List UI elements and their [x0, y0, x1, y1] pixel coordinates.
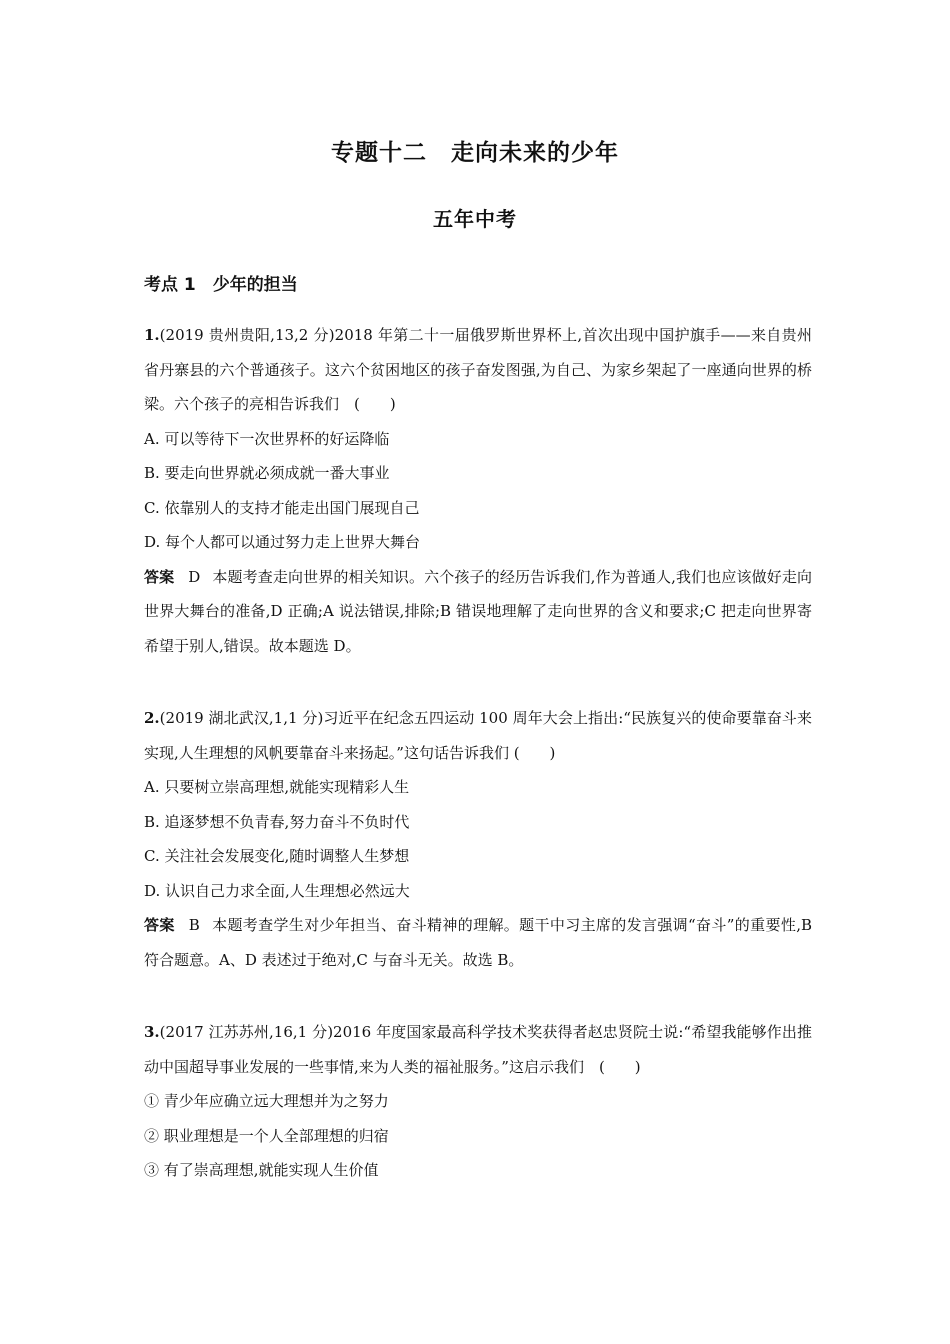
- option-d: D. 每个人都可以通过努力走上世界大舞台: [144, 533, 421, 551]
- question-text: (2019 湖北武汉,1,1 分)习近平在纪念五四运动 100 周年大会上指出:“民族复兴的使命要靠奋斗来实现,人生理想的风帆要靠奋斗来扬起。”这句话告诉我们 ( ): [144, 709, 812, 762]
- option-a: A. 只要树立崇高理想,就能实现精彩人生: [144, 778, 410, 796]
- page-title: 专题十二 走向未来的少年: [331, 140, 619, 166]
- question-list: [144, 318, 812, 1188]
- page-subtitle: 五年中考: [433, 207, 517, 231]
- option-c: C. 依靠别人的支持才能走出国门展现自己: [144, 498, 420, 517]
- question-text: (2017 江苏苏州,16,1 分)2016 年度国家最高科学技术奖获得者赵忠贤院士说:“希望我能够作出推动中国超导事业发展的一些事情,来为人类的福祉服务。”这启示我们 ( ): [144, 1023, 812, 1076]
- answer-letter: B: [188, 916, 200, 934]
- option-d: D. 认识自己力求全面,人生理想必然远大: [144, 881, 410, 900]
- question-3: [144, 1015, 812, 1188]
- statement-2: ② 职业理想是一个人全部理想的归宿: [144, 1126, 389, 1145]
- answer-block: [144, 560, 812, 664]
- question-number: 3.: [144, 1023, 160, 1041]
- statement-1: ① 青少年应确立远大理想并为之努力: [144, 1092, 389, 1110]
- question-1: [144, 318, 812, 663]
- answer-explanation: 本题考查学生对少年担当、奋斗精神的理解。题干中习主席的发言强调“奋斗”的重要性,B 符合题意。A、D 表述过于绝对,C 与奋斗无关。故选 B。: [144, 916, 812, 969]
- answer-explanation: 本题考查走向世界的相关知识。六个孩子的经历告诉我们,作为普通人,我们也应该做好走向世界大舞台的准备,D 正确;A 说法错误,排除;B 错误地理解了走向世界的含义和要求;C 把走向世界寄希望于别人,错误。故本题选 D。: [144, 567, 812, 655]
- section-heading: 考点 1 少年的担当: [144, 275, 298, 295]
- question-number: 1.: [144, 326, 160, 344]
- question-2: [144, 701, 812, 977]
- option-b: B. 要走向世界就必须成就一番大事业: [144, 464, 390, 482]
- answer-label: 答案: [144, 567, 175, 586]
- question-stem: [144, 1015, 812, 1084]
- question-number: 2.: [144, 709, 160, 727]
- answer-label: 答案: [144, 916, 175, 934]
- answer-letter: D: [188, 567, 201, 586]
- option-b: B. 追逐梦想不负青春,努力奋斗不负时代: [144, 812, 410, 831]
- question-stem: [144, 318, 812, 422]
- question-text: (2019 贵州贵阳,13,2 分)2018 年第二十一届俄罗斯世界杯上,首次出现中国护旗手——来自贵州省丹寨县的六个普通孩子。这六个贫困地区的孩子奋发图强,为自己、为家乡架起了一座通向世界的桥梁。六个孩子的亮相告诉我们 ( ): [144, 326, 812, 413]
- answer-block: [144, 908, 812, 977]
- option-c: C. 关注社会发展变化,随时调整人生梦想: [144, 847, 410, 865]
- statement-3: ③ 有了崇高理想,就能实现人生价值: [144, 1161, 379, 1179]
- option-a: A. 可以等待下一次世界杯的好运降临: [144, 429, 390, 448]
- question-stem: [144, 701, 812, 770]
